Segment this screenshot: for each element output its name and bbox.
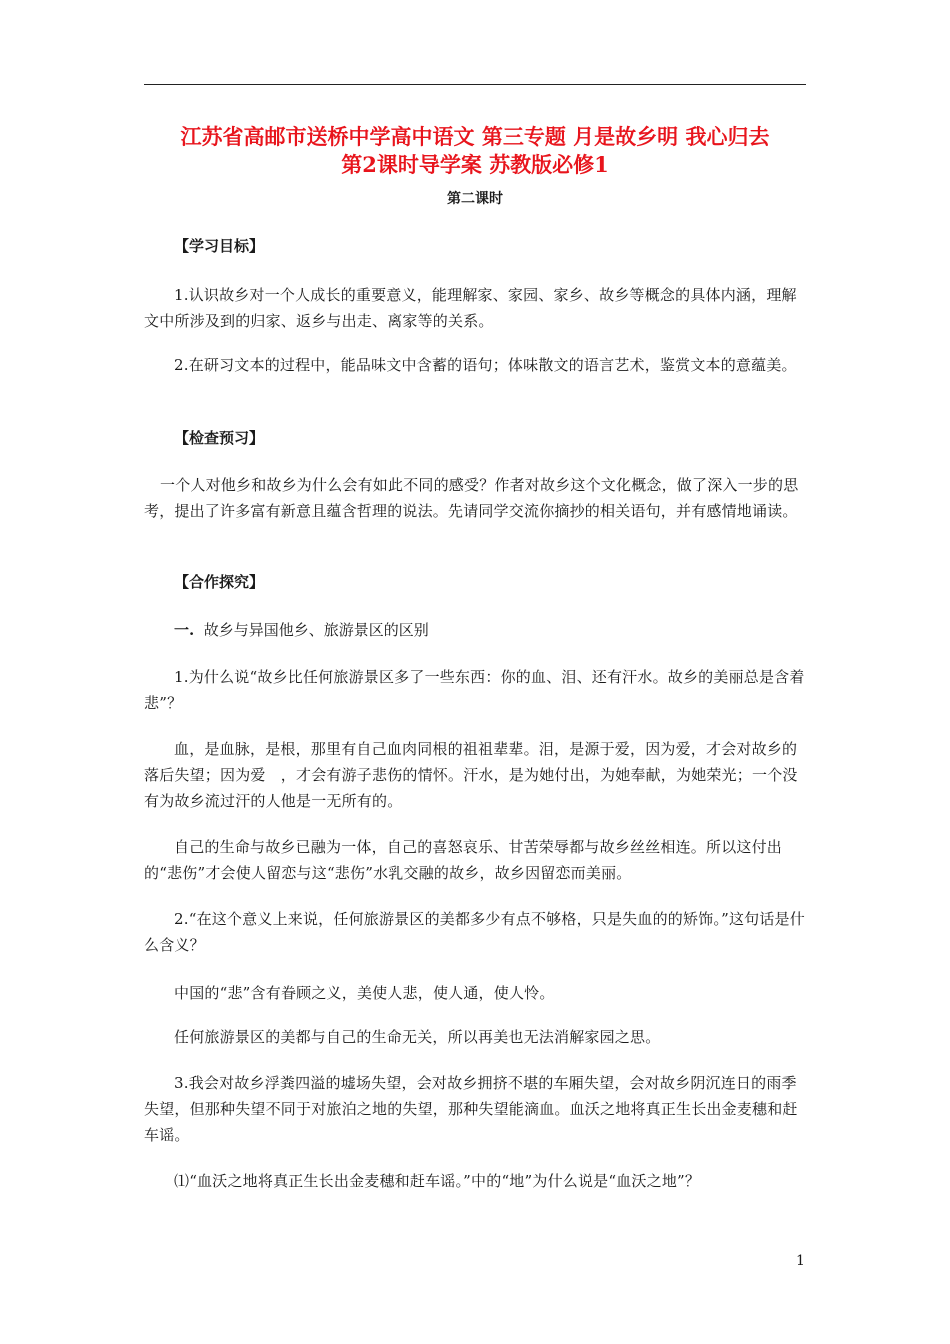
part-1-number: 一. [174, 621, 195, 639]
lesson-subtitle: 第二课时 [447, 191, 503, 207]
part-1-title: 故乡与异国他乡、旅游景区的区别 [203, 621, 429, 639]
part-1-heading [174, 620, 429, 640]
question-1: 1.为什么说“故乡比任何旅游景区多了一些东西：你的血、泪、还有汗水。故乡的美丽总是含着悲”？ [144, 668, 805, 712]
objective-2: 2.在研习文本的过程中，能品味文中含蓄的语句；体味散文的语言艺术，鉴赏文本的意蕴美。 [174, 356, 797, 374]
question-2: 2.“在这个意义上来说，任何旅游景区的美都多少有点不够格，只是失血的的矫饰。”这句话是什么含义？ [144, 910, 805, 954]
answer-1-paragraph-1: 血，是血脉，是根，那里有自己血肉同根的祖祖辈辈。泪，是源于爱，因为爱，才会对故乡的落后失望；因为爱 ，才会有游子悲伤的情怀。汗水，是为她付出，为她奉献，为她荣光；一个没有为故乡流过汗的人他是一无所有的。 [144, 740, 798, 810]
answer-2-paragraph-1: 中国的“悲”含有眷顾之义，美使人悲，使人通，使人怜。 [174, 984, 555, 1002]
document-title-line-1: 江苏省高邮市送桥中学高中语文 第三专题 月是故乡明 我心归去 [180, 124, 770, 149]
section-heading-preview: 【检查预习】 [174, 429, 265, 447]
preview-text: 一个人对他乡和故乡为什么会有如此不同的感受？作者对故乡这个文化概念，做了深入一步的思考，提出了许多富有新意且蕴含哲理的说法。先请同学交流你摘抄的相关语句，并有感情地诵读。 [144, 476, 799, 520]
answer-1-paragraph-2: 自己的生命与故乡已融为一体，自己的喜怒哀乐、甘苦荣辱都与故乡丝丝相连。所以这付出的“悲伤”才会使人留恋与这“悲伤”水乳交融的故乡，故乡因留恋而美丽。 [144, 838, 783, 882]
header-rule [144, 84, 806, 85]
page-number: 1 [796, 1253, 805, 1269]
document-title-line-2: 第2课时导学案 苏教版必修1 [341, 152, 609, 177]
section-heading-objectives: 【学习目标】 [174, 237, 265, 255]
section-heading-explore: 【合作探究】 [174, 573, 265, 591]
question-3-sub-1: ⑴“血沃之地将真正生长出金麦穗和赶车谣。”中的“地”为什么说是“血沃之地”？ [174, 1172, 701, 1190]
answer-2-paragraph-2: 任何旅游景区的美都与自己的生命无关，所以再美也无法消解家园之思。 [174, 1028, 661, 1046]
objective-1: 1.认识故乡对一个人成长的重要意义，能理解家、家园、家乡、故乡等概念的具体内涵，理解文中所涉及到的归家、返乡与出走、离家等的关系。 [144, 286, 797, 330]
question-3: 3.我会对故乡浮粪四溢的墟场失望，会对故乡拥挤不堪的车厢失望，会对故乡阴沉连日的雨季失望，但那种失望不同于对旅泊之地的失望，那种失望能滴血。血沃之地将真正生长出金麦穗和赶车谣。 [144, 1074, 798, 1144]
